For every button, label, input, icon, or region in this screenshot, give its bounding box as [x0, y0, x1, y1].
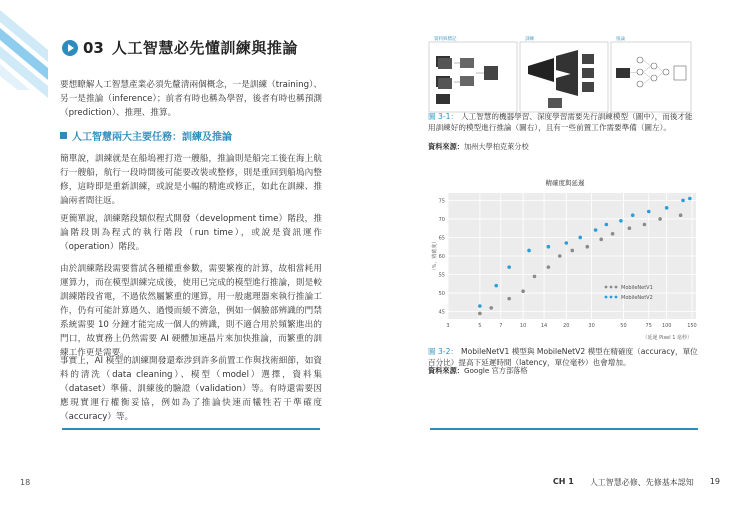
data-point-MobileNetV2 [605, 223, 609, 227]
subheading [60, 128, 232, 143]
figure-2-label: 圖 3-2： [428, 347, 459, 356]
legend-marker [605, 286, 608, 289]
legend-marker [615, 296, 618, 299]
x-tick-label: 14 [540, 323, 548, 329]
x-tick-label: 7 [499, 323, 503, 329]
footer-title: 人工智慧必修、先修基本認知 [589, 478, 694, 487]
data-point-MobileNetV1 [521, 289, 525, 293]
data-point-MobileNetV1 [478, 312, 482, 316]
y-tick-label: 75 [438, 198, 445, 205]
data-point-MobileNetV2 [594, 228, 598, 232]
page-number-right: 19 [709, 477, 720, 486]
data-point-MobileNetV2 [647, 210, 651, 214]
y-tick-label: 55 [438, 272, 445, 279]
figure-1-source [428, 141, 698, 152]
x-tick-label: 20 [563, 323, 570, 329]
figure-1-source-label: 資料來源： [428, 142, 464, 151]
figure-2-source-label: 資料來源： [428, 366, 464, 375]
bottom-rule-right [430, 428, 698, 430]
figure-2-source-text: Google 官方部落格 [463, 366, 528, 375]
x-tick-label: 10 [519, 323, 527, 329]
page-number-left: 18 [20, 478, 31, 487]
data-point-MobileNetV2 [681, 199, 685, 203]
data-point-MobileNetV1 [679, 213, 683, 217]
x-tick-label: 100 [661, 323, 672, 329]
data-point-MobileNetV2 [631, 213, 635, 217]
y-tick-labels [439, 198, 445, 315]
data-point-MobileNetV2 [507, 265, 511, 269]
panel-label-infer: 推論 [616, 37, 625, 42]
y-axis-label: （%，精確度） [432, 238, 438, 274]
paragraph-5: 事實上，AI 模型的訓練開發還牽涉到許多前置工作與找術細節，如資料的清洗（data cleaning）、模型（model）選擇，資料集（dataset）準備、訓練後的驗證（validation）等。有時還需要因應現實運行權衡妥協，例如為了推論快速而犧牲若干準確度（accuracy）等。 [60, 356, 322, 422]
data-point-MobileNetV1 [570, 249, 574, 253]
data-point-MobileNetV2 [478, 304, 482, 308]
x-tick-label: 30 [588, 323, 595, 329]
data-point-MobileNetV1 [585, 245, 589, 249]
decorative-stripe [0, 0, 48, 110]
intro-paragraph: 要想瞭解人工智慧產業必須先釐清兩個概念，一是訓練（training）、另一是推論（inference）；前者有時也稱為學習，後者有時也稱預測（prediction）、推理、推算。 [60, 80, 322, 118]
paragraph-2: 簡單說，訓練就是在船塢裡打造一艘船，推論則是船完工後在海上航行一艘船，航行一段時間後可能要改裝或整修，則是重回到船塢內整修，這時即是重新訓練，或說是小幅的精進或修正，如此在訓練、推論兩者間往返。 [60, 154, 322, 206]
x-tick-label: 50 [620, 323, 627, 329]
bottom-rule [62, 428, 320, 430]
data-point-MobileNetV2 [619, 219, 623, 223]
paragraph-3: 更簡單說，訓練階段類似程式開發（development time）階段，推論階段則為程式的執行階段（run time），或說是資訊運作（operation）階段。 [60, 214, 322, 252]
data-point-MobileNetV2 [527, 249, 531, 253]
legend-marker [610, 286, 613, 289]
x-tick-label: 150 [687, 323, 697, 329]
chart-title: 精確度與延遲 [545, 179, 585, 187]
figure-1-caption-text: 人工智慧的機器學習、深度學習需要先行訓練模型（圖中），而後才能用訓練好的模型進行推論（圖右），且有一些前置工作需要準備（圖左）。 [428, 112, 693, 132]
data-point-MobileNetV1 [611, 232, 615, 236]
section-number: 03 [83, 38, 104, 57]
legend-label: MobileNetV2 [621, 295, 653, 301]
figure-1-diagram [428, 36, 693, 114]
paragraph-4: 由於訓練階段需要嘗試各種權重參數，需要繁複的計算，故相當耗用運算力，而在模型訓練完成後，使用已完成的模型進行推論，則是較訓練階段省電，不過依然屬繁重的運算，用一般處理器來執行推論工作，仍有可能計算過久、過慢而緩不濟急，例如一個臉部辨識的門禁系統需要 10 分鐘才能完成一個人的辨識，則不適合用於頻繁進出的門口，故實務上仍然需要 AI 硬體加速晶片來加快推論，而繁重的訓練工作更是需要。 [60, 264, 322, 358]
x-tick-label: 75 [645, 323, 652, 329]
data-point-MobileNetV1 [507, 297, 511, 301]
data-point-MobileNetV2 [665, 206, 669, 210]
data-point-MobileNetV1 [643, 223, 647, 227]
panel-label-data: 資料與標記 [434, 37, 457, 42]
legend-marker [605, 296, 608, 299]
footer-chapter: CH 1 [552, 477, 574, 486]
data-point-MobileNetV1 [533, 275, 537, 279]
figure-1-caption [428, 111, 698, 133]
data-point-MobileNetV1 [599, 238, 603, 242]
data-point-MobileNetV1 [558, 254, 562, 258]
subheading-text: 人工智慧兩大主要任務：訓練及推論 [72, 132, 232, 143]
y-tick-label: 65 [438, 235, 445, 242]
section-title-row [62, 37, 298, 58]
page-footer [553, 477, 720, 488]
data-point-MobileNetV1 [658, 217, 662, 221]
data-point-MobileNetV2 [494, 284, 498, 288]
x-axis-label: （延遲 Pixel 1 毫秒） [642, 335, 692, 341]
figure-2-caption-text: MobileNetV1 模型與 MobileNetV2 模型在精確度（accuracy，單位百分比）提高下延遲時間（latency，單位毫秒）也會增加。 [428, 347, 698, 367]
data-point-MobileNetV1 [489, 306, 493, 310]
figure-2-source [428, 365, 698, 376]
legend-marker [615, 286, 618, 289]
data-point-MobileNetV2 [578, 236, 582, 240]
play-icon [62, 40, 78, 56]
legend-marker [610, 296, 613, 299]
y-tick-label: 45 [438, 309, 445, 316]
y-tick-label: 50 [438, 291, 445, 298]
data-point-MobileNetV2 [688, 197, 692, 201]
panel-label-train: 訓練 [525, 37, 534, 42]
x-tick-label: 3 [446, 323, 450, 329]
x-tick-label: 5 [478, 323, 482, 329]
square-bullet-icon [60, 132, 67, 139]
data-point-MobileNetV1 [628, 226, 632, 230]
right-page [375, 0, 750, 507]
section-title: 人工智慧必先懂訓練與推論 [111, 39, 298, 57]
figure-1-label: 圖 3-1： [428, 112, 459, 121]
accuracy-latency-chart [430, 175, 700, 345]
data-point-MobileNetV2 [565, 241, 569, 245]
figure-1-source-text: 加州大學柏克萊分校 [463, 142, 529, 151]
y-tick-label: 60 [438, 254, 445, 260]
legend-label: MobileNetV1 [621, 285, 653, 291]
x-tick-labels [446, 323, 696, 329]
data-point-MobileNetV2 [547, 245, 551, 249]
data-point-MobileNetV1 [547, 265, 551, 269]
y-tick-label: 70 [438, 216, 445, 223]
